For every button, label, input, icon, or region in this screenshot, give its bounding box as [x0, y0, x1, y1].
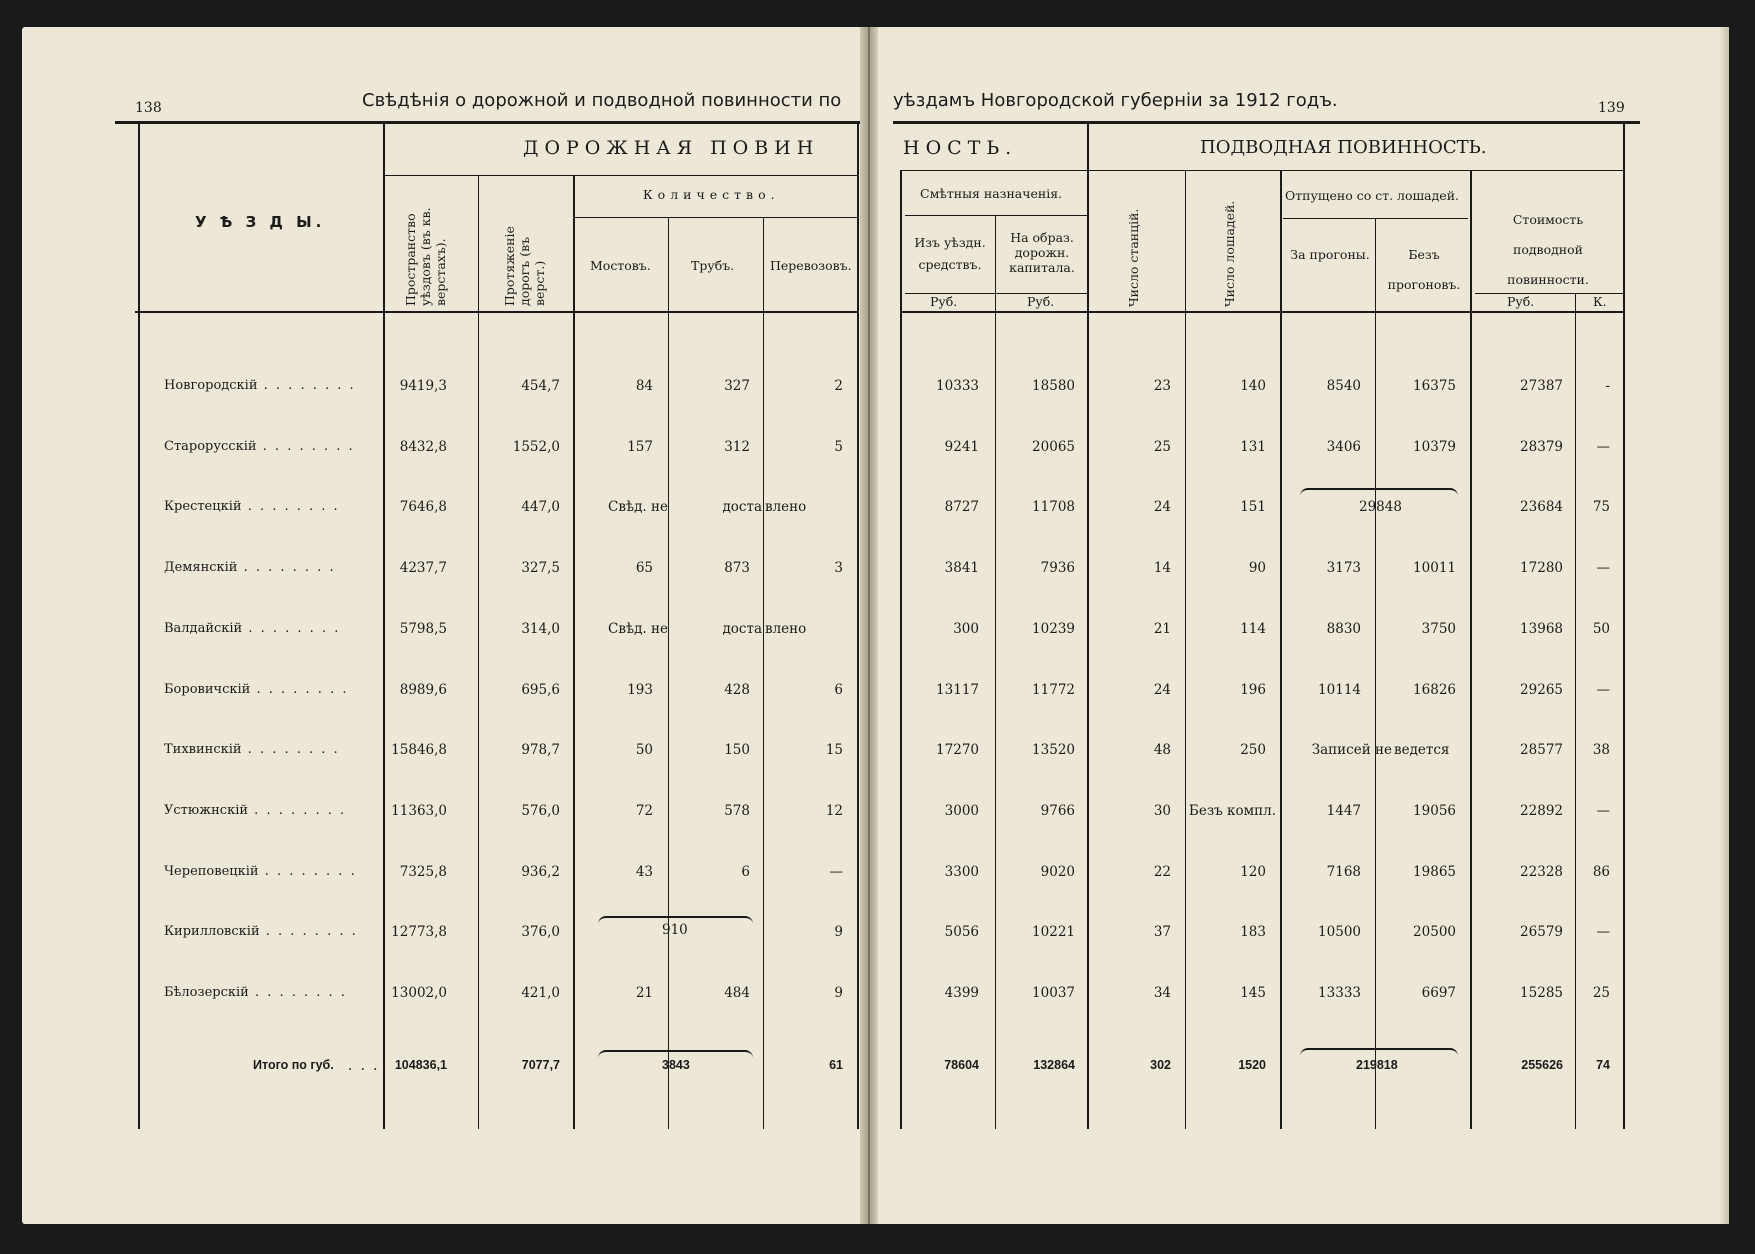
district-label: Череповецкій — [164, 864, 259, 879]
leader-dots: . . . . . . . . — [248, 803, 347, 818]
table-cell: 13117 — [936, 682, 979, 698]
district-name — [164, 621, 340, 636]
leader-dots: . . . . . . . . — [242, 621, 341, 636]
table-cell: 19865 — [1413, 864, 1456, 880]
table-cell: 24 — [1153, 499, 1171, 515]
rule — [668, 217, 669, 1129]
table-cell: 327,5 — [521, 560, 560, 576]
table-cell: 13002,0 — [391, 985, 447, 1001]
table-cell: 5798,5 — [399, 621, 447, 637]
table-cell: Свѣд. не — [608, 499, 668, 515]
table-cell: 1520 — [1238, 1058, 1266, 1072]
table-cell: — — [1596, 682, 1610, 698]
table-cell: 25 — [1153, 439, 1171, 455]
header-rule-left — [135, 311, 857, 313]
quantity-header: Количество. — [643, 187, 780, 202]
leader-dots: . . . . . . . . — [248, 985, 347, 1000]
table-cell: 2 — [834, 378, 843, 394]
table-cell: 3406 — [1326, 439, 1361, 455]
district-name — [164, 378, 356, 393]
estimates-header: Смѣтныя назначенія. — [920, 186, 1063, 201]
table-cell: 314,0 — [521, 621, 560, 637]
district-name — [164, 742, 340, 757]
table-cell: 10114 — [1318, 682, 1361, 698]
table-cell: 3000 — [944, 803, 979, 819]
table-cell: 26579 — [1520, 924, 1563, 940]
rule — [573, 175, 575, 1129]
table-cell: 978,7 — [521, 742, 560, 758]
district-name — [164, 499, 340, 514]
district-name — [164, 560, 336, 575]
table-cell: 151 — [1240, 499, 1266, 515]
table-cell: 65 — [635, 560, 653, 576]
table-cell: 5 — [834, 439, 843, 455]
table-cell: 104836,1 — [394, 1058, 447, 1072]
table-cell: 1447 — [1326, 803, 1361, 819]
table-cell: 9 — [834, 924, 843, 940]
table-cell: 30 — [1153, 803, 1171, 819]
table-cell: 75 — [1592, 499, 1610, 515]
road-duty-header: ДОРОЖНАЯ ПОВИН — [523, 137, 820, 159]
table-cell: 428 — [724, 682, 750, 698]
brace — [1300, 488, 1458, 500]
stations-header: Число станцій. — [1126, 208, 1141, 307]
district-label: Старорусскій — [164, 439, 257, 454]
district-label: Новгородскій — [164, 378, 258, 393]
table-cell: 38 — [1592, 742, 1610, 758]
table-cell: 9241 — [944, 439, 979, 455]
table-cell: 48 — [1153, 742, 1171, 758]
district-label: Боровичскій — [164, 682, 251, 697]
horses-header: Число лошадей. — [1222, 200, 1237, 307]
table-cell: 34 — [1153, 985, 1171, 1001]
table-cell: 140 — [1240, 378, 1266, 394]
table-cell: 8432,8 — [399, 439, 447, 455]
pipes-header: Трубъ. — [691, 258, 735, 273]
table-cell: 193 — [627, 682, 653, 698]
rub-unit: Руб. — [1507, 294, 1535, 309]
table-cell: 8540 — [1326, 378, 1361, 394]
table-cell: 300 — [953, 621, 979, 637]
table-cell: — — [1596, 803, 1610, 819]
leader-dots: . . . . . . . . — [241, 742, 340, 757]
table-cell: 7325,8 — [399, 864, 447, 880]
rule — [1623, 124, 1625, 1129]
rule — [383, 175, 857, 176]
table-cell: 421,0 — [521, 985, 560, 1001]
table-cell: 22892 — [1520, 803, 1563, 819]
table-cell: 29265 — [1520, 682, 1563, 698]
table-cell: 23 — [1153, 378, 1171, 394]
rule — [905, 215, 1087, 216]
rule — [1087, 124, 1089, 1129]
district-label: Устюжнскій — [164, 803, 249, 818]
table-cell: 15846,8 — [391, 742, 447, 758]
districts-header: У Ѣ З Д Ы. — [195, 213, 326, 231]
table-cell: 10379 — [1413, 439, 1456, 455]
table-cell: 9419,3 — [399, 378, 447, 394]
rule — [763, 217, 764, 1129]
table-cell: 5056 — [944, 924, 979, 940]
page-edge — [1719, 27, 1729, 1224]
district-label: Крестецкій — [164, 499, 242, 514]
rule — [1375, 218, 1376, 1129]
from-district-header: Изъ уѣздн. средствъ. — [914, 235, 986, 272]
rule — [1575, 293, 1576, 1129]
leader-dots: . . . . . . . . — [241, 499, 340, 514]
page-number-right: 139 — [1598, 100, 1625, 116]
total-label: Итого по губ. — [253, 1058, 334, 1072]
road-duty-header-cont: НОСТЬ. — [903, 137, 1018, 159]
top-rule-right — [893, 121, 1640, 124]
table-cell: Безъ компл. — [1188, 803, 1276, 819]
leader-dots: . . . . . . . . — [250, 682, 349, 697]
table-cell: 873 — [724, 560, 750, 576]
rule — [900, 170, 902, 1129]
table-cell: 255626 — [1521, 1058, 1563, 1072]
leader-dots: . . . . . . . . — [259, 924, 358, 939]
table-cell: 250 — [1240, 742, 1266, 758]
district-name — [164, 985, 347, 1000]
table-cell: 7936 — [1040, 560, 1075, 576]
rule — [1185, 170, 1186, 1129]
table-cell: 150 — [724, 742, 750, 758]
table-cell: 11772 — [1032, 682, 1075, 698]
table-cell: 50 — [1592, 621, 1610, 637]
rule — [383, 124, 385, 1129]
rule — [995, 215, 996, 1129]
table-cell: 219818 — [1356, 1058, 1398, 1072]
table-cell: 11708 — [1032, 499, 1075, 515]
table-cell: 86 — [1592, 864, 1610, 880]
table-cell: 114 — [1240, 621, 1266, 637]
table-cell: 15 — [825, 742, 843, 758]
table-cell: 90 — [1248, 560, 1266, 576]
table-cell: 12773,8 — [391, 924, 447, 940]
table-cell: 8830 — [1326, 621, 1361, 637]
table-cell: - — [1605, 378, 1610, 394]
table-cell: — — [1596, 924, 1610, 940]
table-cell: 78604 — [944, 1058, 979, 1072]
rule — [900, 170, 1625, 171]
rule — [1470, 170, 1472, 1129]
table-cell: 13520 — [1032, 742, 1075, 758]
book-gutter — [860, 27, 878, 1224]
rule — [857, 124, 859, 1129]
table-cell: 6 — [834, 682, 843, 698]
leader-dots: . . . — [348, 1058, 380, 1074]
table-cell: 327 — [724, 378, 750, 394]
rule — [138, 124, 140, 1129]
table-cell: влено — [765, 499, 807, 515]
for-runs-header: За прогоны. — [1290, 247, 1370, 262]
table-cell: 21 — [635, 985, 653, 1001]
district-name — [164, 803, 346, 818]
table-cell: 3 — [834, 560, 843, 576]
table-cell: 23684 — [1520, 499, 1563, 515]
table-cell: 4237,7 — [399, 560, 447, 576]
bridges-header: Мостовъ. — [590, 258, 651, 273]
district-name — [164, 439, 355, 454]
table-cell: 3173 — [1326, 560, 1361, 576]
table-cell: 3750 — [1421, 621, 1456, 637]
table-cell: 9766 — [1040, 803, 1075, 819]
district-name — [164, 682, 348, 697]
table-cell: 8727 — [944, 499, 979, 515]
district-label: Кирилловскій — [164, 924, 260, 939]
table-cell: 6697 — [1421, 985, 1456, 1001]
table-cell: 13333 — [1318, 985, 1361, 1001]
table-cell: 10011 — [1413, 560, 1456, 576]
table-cell: 18580 — [1032, 378, 1075, 394]
cartage-duty-header: ПОДВОДНАЯ ПОВИННОСТЬ. — [1200, 137, 1487, 158]
table-cell: 695,6 — [521, 682, 560, 698]
table-cell: 6 — [741, 864, 750, 880]
table-cell: 3843 — [662, 1058, 690, 1072]
table-cell: 10333 — [936, 378, 979, 394]
road-length-header: Протяженіе дорогъ (въ верст.) — [502, 226, 547, 306]
table-cell: 454,7 — [521, 378, 560, 394]
table-cell: 10500 — [1318, 924, 1361, 940]
table-cell: 29848 — [1359, 499, 1402, 515]
table-cell: Записей не — [1311, 742, 1392, 758]
rub-unit: Руб. — [930, 294, 958, 309]
from-capital-header: На образ. дорожн. капитала. — [1009, 230, 1075, 275]
rule — [1280, 170, 1282, 1129]
table-cell: 14 — [1153, 560, 1171, 576]
table-cell: 74 — [1596, 1058, 1610, 1072]
page-title-right: уѣздамъ Новгородской губерніи за 1912 годъ. — [893, 90, 1338, 111]
table-cell: 37 — [1153, 924, 1171, 940]
table-cell: 43 — [635, 864, 653, 880]
table-cell: — — [1596, 560, 1610, 576]
district-label: Бѣлозерскій — [164, 985, 249, 1000]
table-cell: 17280 — [1520, 560, 1563, 576]
rub-unit: Руб. — [1027, 294, 1055, 309]
table-cell: — — [829, 864, 843, 880]
table-cell: доста — [722, 621, 762, 637]
table-cell: 157 — [627, 439, 653, 455]
table-cell: 25 — [1592, 985, 1610, 1001]
ferries-header: Перевозовъ. — [770, 258, 852, 273]
page-number-left: 138 — [135, 100, 162, 116]
leader-dots: . . . . . . . . — [258, 864, 357, 879]
table-cell: 576,0 — [521, 803, 560, 819]
table-cell: 120 — [1240, 864, 1266, 880]
table-cell: 28379 — [1520, 439, 1563, 455]
table-cell: Свѣд. не — [608, 621, 668, 637]
table-cell: 22 — [1153, 864, 1171, 880]
table-cell: 196 — [1240, 682, 1266, 698]
table-cell: 28577 — [1520, 742, 1563, 758]
table-cell: 20065 — [1032, 439, 1075, 455]
table-cell: 21 — [1153, 621, 1171, 637]
leader-dots: . . . . . . . . — [257, 378, 356, 393]
table-cell: 4399 — [944, 985, 979, 1001]
table-cell: 936,2 — [521, 864, 560, 880]
rule — [575, 217, 857, 218]
table-cell: 312 — [724, 439, 750, 455]
table-cell: 15285 — [1520, 985, 1563, 1001]
table-cell: 27387 — [1520, 378, 1563, 394]
table-cell: 10037 — [1032, 985, 1075, 1001]
table-cell: 7168 — [1326, 864, 1361, 880]
brace — [598, 916, 753, 928]
district-label: Валдайскій — [164, 621, 243, 636]
table-cell: 19056 — [1413, 803, 1456, 819]
table-cell: 131 — [1240, 439, 1266, 455]
table-cell: 84 — [635, 378, 653, 394]
table-cell: 22328 — [1520, 864, 1563, 880]
district-name — [164, 924, 358, 939]
table-cell: 376,0 — [521, 924, 560, 940]
table-cell: 10221 — [1032, 924, 1075, 940]
district-label: Демянскій — [164, 560, 238, 575]
table-cell: 183 — [1240, 924, 1266, 940]
district-label: Тихвинскій — [164, 742, 242, 757]
table-cell: — — [1596, 439, 1610, 455]
kop-unit: К. — [1593, 294, 1607, 309]
table-cell: 9020 — [1040, 864, 1075, 880]
top-rule-left — [115, 121, 860, 124]
without-runs-header: Безъ прогоновъ. — [1387, 247, 1461, 292]
table-cell: 447,0 — [521, 499, 560, 515]
table-cell: 7646,8 — [399, 499, 447, 515]
table-cell: 8989,6 — [399, 682, 447, 698]
table-cell: 20500 — [1413, 924, 1456, 940]
table-cell: 16826 — [1413, 682, 1456, 698]
table-cell: 72 — [635, 803, 653, 819]
table-cell: 1552,0 — [512, 439, 560, 455]
table-cell: 7077,7 — [521, 1058, 560, 1072]
table-cell: 3300 — [944, 864, 979, 880]
table-cell: 61 — [829, 1058, 843, 1072]
table-cell: 11363,0 — [391, 803, 447, 819]
table-cell: доста — [722, 499, 762, 515]
table-cell: 578 — [724, 803, 750, 819]
page-title-left: Свѣдѣнія о дорожной и подводной повинности по — [362, 90, 842, 111]
table-cell: 10239 — [1032, 621, 1075, 637]
table-cell: 13968 — [1520, 621, 1563, 637]
header-rule-right — [900, 311, 1625, 313]
table-cell: ведется — [1394, 742, 1450, 758]
cost-header: Стоимость подводной повинности. — [1507, 212, 1589, 287]
table-cell: 132864 — [1033, 1058, 1075, 1072]
table-cell: 24 — [1153, 682, 1171, 698]
table-cell: 302 — [1150, 1058, 1171, 1072]
rule — [478, 175, 479, 1129]
table-cell: 484 — [724, 985, 750, 1001]
area-header: Пространство уѣздовъ (въ кв. верстахъ). — [403, 207, 448, 306]
district-name — [164, 864, 357, 879]
table-cell: 9 — [834, 985, 843, 1001]
table-cell: 3841 — [944, 560, 979, 576]
table-cell: 145 — [1240, 985, 1266, 1001]
leader-dots: . . . . . . . . — [256, 439, 355, 454]
table-cell: 16375 — [1413, 378, 1456, 394]
table-cell: влено — [765, 621, 807, 637]
table-cell: 50 — [635, 742, 653, 758]
table-cell: 910 — [662, 922, 688, 938]
horses-released-header: Отпущено со ст. лошадей. — [1285, 188, 1459, 203]
leader-dots: . . . . . . . . — [237, 560, 336, 575]
table-cell: 17270 — [936, 742, 979, 758]
table-cell: 12 — [825, 803, 843, 819]
